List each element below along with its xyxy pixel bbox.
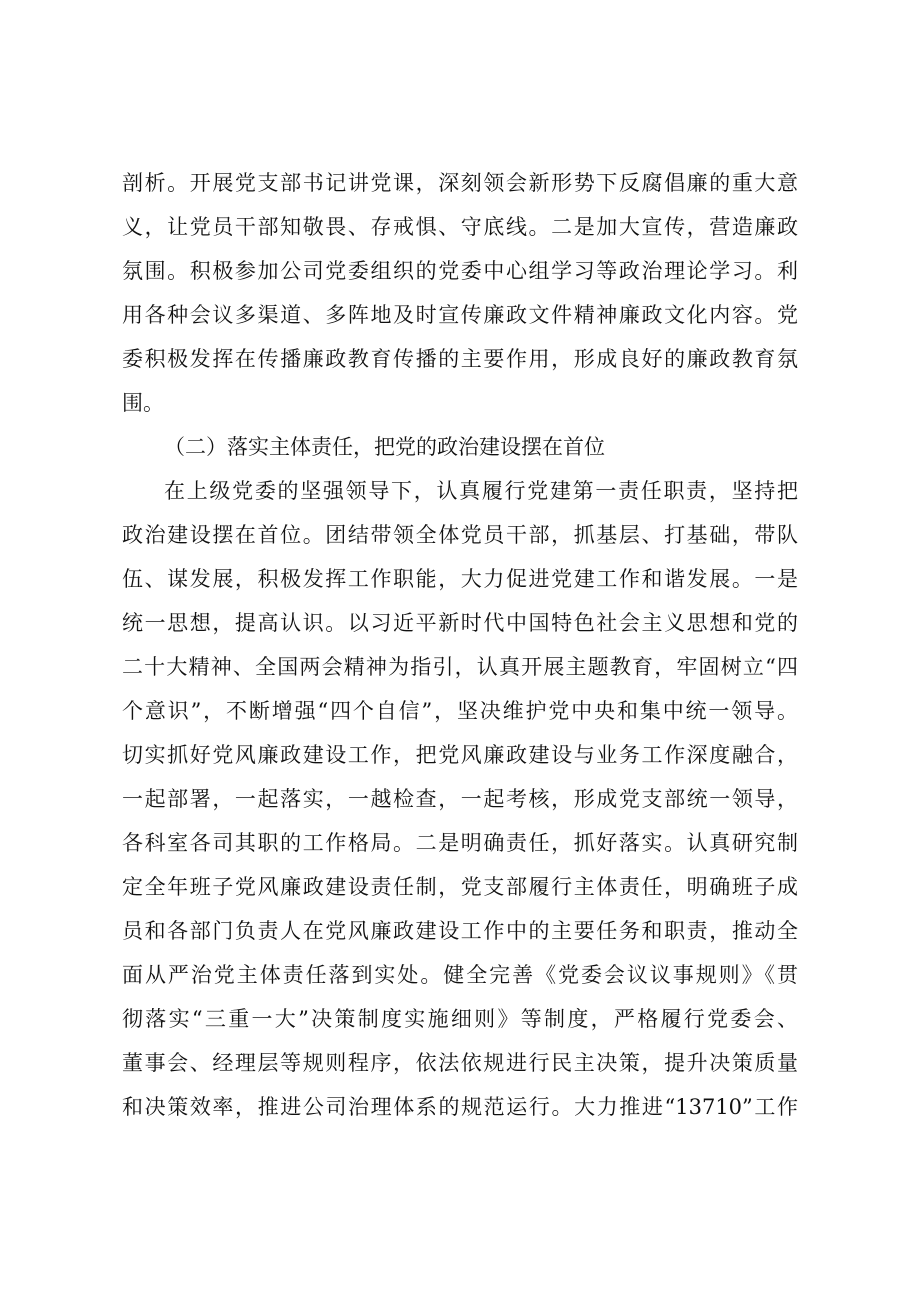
- paragraph-1-line-5: 委积极发挥在传播廉政教育传播的主要作用，形成良好的廉政教育氛: [122, 347, 798, 371]
- paragraph-1-line-3: 氛围。积极参加公司党委组织的党委中心组学习等政治理论学习。利: [122, 259, 798, 283]
- paragraph-2-line-1: 在上级党委的坚强领导下，认真履行党建第一责任职责，坚持把: [164, 479, 798, 503]
- paragraph-2-line-13: 彻落实“三重一大”决策制度实施细则》等制度，严格履行党委会、: [122, 1007, 798, 1031]
- paragraph-2-line-5: 二十大精神、全国两会精神为指引，认真开展主题教育，牢固树立“四: [122, 655, 798, 679]
- paragraph-2-line-6: 个意识”，不断增强“四个自信”，坚决维护党中央和集中统一领导。: [122, 699, 798, 723]
- paragraph-2-line-7: 切实抓好党风廉政建设工作，把党风廉政建设与业务工作深度融合，: [122, 743, 798, 767]
- paragraph-1-line-6: 围。: [122, 391, 164, 415]
- paragraph-2-line-3: 伍、谋发展，积极发挥工作职能，大力促进党建工作和谐发展。一是: [122, 567, 798, 591]
- paragraph-2-line-14: 董事会、经理层等规则程序，依法依规进行民主决策，提升决策质量: [122, 1051, 798, 1075]
- paragraph-2-line-2: 政治建设摆在首位。团结带领全体党员干部，抓基层、打基础，带队: [122, 523, 798, 547]
- paragraph-1-line-4: 用各种会议多渠道、多阵地及时宣传廉政文件精神廉政文化内容。党: [122, 303, 798, 327]
- paragraph-2-line-15: 和决策效率，推进公司治理体系的规范运行。大力推进“13710”工作: [122, 1095, 798, 1119]
- paragraph-2-line-8: 一起部署，一起落实，一越检查，一起考核，形成党支部统一领导，: [122, 787, 798, 811]
- paragraph-2-line-11: 员和各部门负责人在党风廉政建设工作中的主要任务和职责，推动全: [122, 919, 798, 943]
- section-heading: （二）落实主体责任，把党的政治建设摆在首位: [164, 435, 605, 459]
- paragraph-2-line-4: 统一思想，提高认识。以习近平新时代中国特色社会主义思想和党的: [122, 611, 798, 635]
- paragraph-1-line-1: 剖析。开展党支部书记讲党课，深刻领会新形势下反腐倡廉的重大意: [122, 171, 798, 195]
- paragraph-2-line-12: 面从严治党主体责任落到实处。健全完善《党委会议议事规则》《贯: [122, 963, 798, 987]
- paragraph-1-line-2: 义，让党员干部知敬畏、存戒惧、守底线。二是加大宣传，营造廉政: [122, 215, 798, 239]
- paragraph-2-line-10: 定全年班子党风廉政建设责任制，党支部履行主体责任，明确班子成: [122, 875, 798, 899]
- paragraph-2-line-9: 各科室各司其职的工作格局。二是明确责任，抓好落实。认真研究制: [122, 831, 798, 855]
